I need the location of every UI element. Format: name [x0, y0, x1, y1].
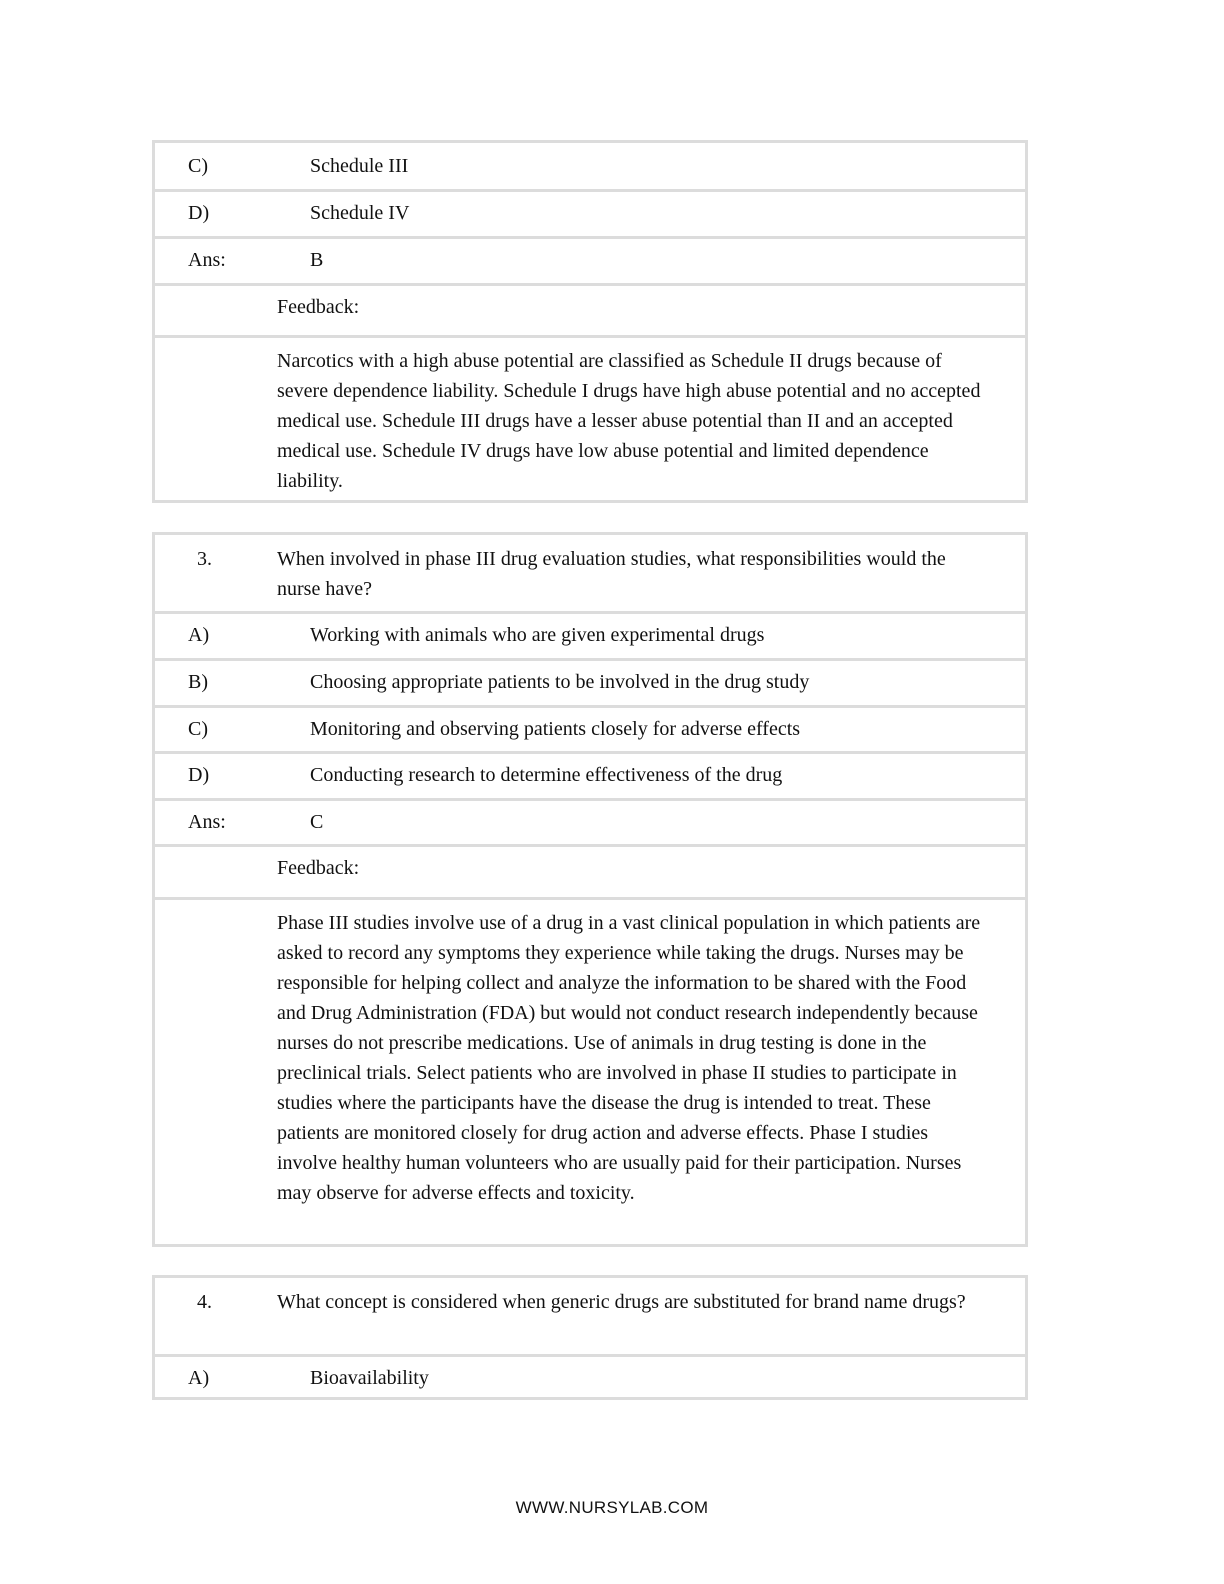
question-3-table [152, 532, 1028, 1247]
option-label: C) [188, 155, 208, 177]
question-4-table [152, 1275, 1028, 1400]
question-number: 3. [197, 548, 212, 570]
question-row [155, 1278, 1025, 1354]
feedback-label: Feedback: [277, 857, 360, 879]
feedback-text: Phase III studies involve use of a drug in a vast clinical population in which patients are asked to record any symptoms they experience while taking the drugs. Nurses may be responsible for helping collect and analyze the information to be shared with the Food and Drug Administration (FDA) but would not conduct research independently because nurses do not prescribe medications. Use of animals in drug testing is done in the preclinical trials. Select patients who are involved in phase II studies to participate in studies where the participants have the disease the drug is intended to treat. These patients are monitored closely for drug action and adverse effects. Phase I studies involve healthy human volunteers who are usually paid for their participation. Nurses may observe for adverse effects and toxicity. [277, 912, 981, 1204]
feedback-text-row [155, 897, 1025, 1246]
answer-value: B [310, 249, 324, 271]
feedback-label-row [155, 283, 1025, 335]
option-text: Bioavailability [310, 1367, 429, 1389]
feedback-label: Feedback: [277, 296, 360, 318]
option-row-d [155, 751, 1025, 798]
question-text: When involved in phase III drug evaluation studies, what responsibilities would the nurse have? [277, 548, 946, 600]
answer-row [155, 236, 1025, 283]
feedback-text-row [155, 335, 1025, 500]
option-text: Schedule IV [310, 202, 410, 224]
option-label: D) [188, 202, 210, 224]
answer-value: C [310, 811, 324, 833]
option-row-a [155, 1354, 1025, 1400]
question-row [155, 535, 1025, 611]
feedback-text: Narcotics with a high abuse potential are classified as Schedule II drugs because of severe dependence liability. Schedule I drugs have high abuse potential and no accepted medical use. Schedule III drugs have a lesser abuse potential than II and an accepted medical use. Schedule IV drugs have low abuse potential and limited dependence liability. [277, 350, 981, 492]
option-row-c [155, 143, 1025, 189]
option-label: C) [188, 718, 208, 740]
option-label: A) [188, 624, 210, 646]
option-text: Conducting research to determine effectiveness of the drug [310, 764, 783, 786]
question-text: What concept is considered when generic drugs are substituted for brand name drugs? [277, 1291, 966, 1313]
option-label: B) [188, 671, 208, 693]
option-text: Monitoring and observing patients closely for adverse effects [310, 718, 801, 740]
footer-website: WWW.NURSYLAB.COM [515, 1498, 709, 1517]
option-text: Schedule III [310, 155, 409, 177]
answer-label: Ans: [188, 249, 226, 271]
feedback-label-row [155, 844, 1025, 897]
option-row-d [155, 189, 1025, 236]
answer-row [155, 798, 1025, 844]
question-2-table [152, 140, 1028, 503]
option-label: D) [188, 764, 210, 786]
option-text: Choosing appropriate patients to be involved in the drug study [310, 671, 810, 693]
option-row-c [155, 705, 1025, 751]
option-text: Working with animals who are given experimental drugs [310, 624, 765, 646]
answer-label: Ans: [188, 811, 226, 833]
question-number: 4. [197, 1291, 212, 1313]
option-row-b [155, 658, 1025, 705]
option-row-a [155, 611, 1025, 658]
option-label: A) [188, 1367, 210, 1389]
